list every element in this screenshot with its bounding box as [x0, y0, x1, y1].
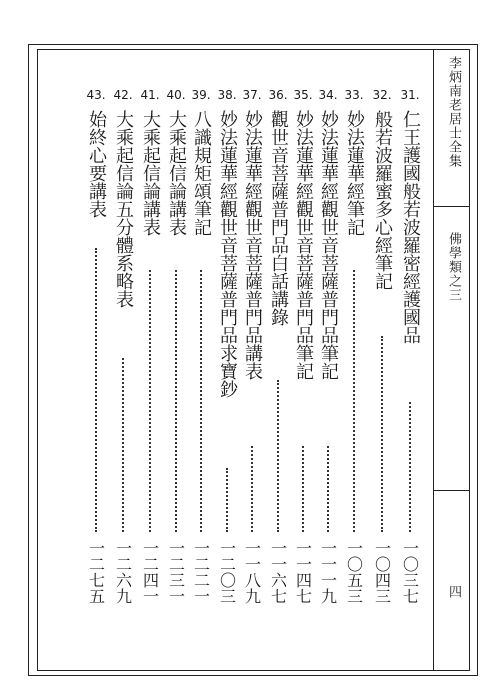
leader-dots [200, 270, 202, 532]
entry-number: 41. [140, 88, 160, 102]
entry-number: 36. [268, 88, 288, 102]
entry-page: 一二三一 [166, 540, 186, 604]
toc-entry[interactable] [343, 88, 365, 608]
toc-entry[interactable] [371, 88, 393, 608]
entry-title: 妙法蓮華經筆記 [344, 110, 365, 236]
entry-page: 一一一九 [318, 540, 338, 604]
entry-title: 大乘起信論講表 [166, 110, 187, 236]
entry-number: 34. [318, 88, 338, 102]
entry-number: 31. [400, 88, 420, 102]
entry-title: 妙法蓮華經觀世音菩薩普門品筆記 [293, 110, 314, 380]
toc-entry[interactable] [292, 88, 314, 608]
leader-dots [409, 402, 411, 532]
leader-dots [381, 336, 383, 532]
toc-entry[interactable] [112, 88, 134, 608]
toc-entry[interactable] [317, 88, 339, 608]
entry-page: 一一八九 [242, 540, 262, 604]
toc-entry[interactable] [139, 88, 161, 608]
entry-number: 35. [293, 88, 313, 102]
toc-entry[interactable] [241, 88, 263, 608]
margin-divider-mid [433, 490, 470, 491]
leader-dots [175, 270, 177, 532]
entry-page: 一二四一 [140, 540, 160, 604]
entry-title: 妙法蓮華經觀世音菩薩普門品求寶鈔 [217, 110, 238, 398]
leader-dots [251, 446, 253, 532]
leader-dots [149, 270, 151, 532]
entry-number: 39. [191, 88, 211, 102]
entry-number: 37. [242, 88, 262, 102]
entry-page: 一二六九 [113, 540, 133, 604]
entry-number: 42. [113, 88, 133, 102]
toc-entry[interactable] [165, 88, 187, 608]
toc-entry[interactable] [267, 88, 289, 608]
page-number: 四 [446, 585, 461, 599]
entry-number: 32. [372, 88, 392, 102]
entry-title: 觀世音菩薩普門品白話講錄 [268, 110, 289, 326]
entry-number: 43. [86, 88, 106, 102]
entry-title: 大乘起信論講表 [140, 110, 161, 236]
margin-divider-top [433, 206, 470, 207]
toc-entry[interactable] [399, 88, 421, 608]
book-title: 李炳南老居士全集 [446, 56, 461, 168]
entry-page: 一〇五三 [344, 540, 364, 604]
entry-title: 妙法蓮華經觀世音菩薩普門品講表 [242, 110, 263, 380]
leader-dots [302, 446, 304, 532]
toc-entry[interactable] [190, 88, 212, 608]
entry-page: 一二二一 [191, 540, 211, 604]
entry-page: 一〇四三 [372, 540, 392, 604]
entry-page: 一一六七 [268, 540, 288, 604]
entry-page: 一一四七 [293, 540, 313, 604]
entry-title: 仁王護國般若波羅密經護國品 [400, 110, 421, 344]
entry-title: 八識規矩頌筆記 [191, 110, 212, 236]
leader-dots [277, 380, 279, 532]
leader-dots [95, 248, 97, 532]
leader-dots [353, 270, 355, 532]
entry-title: 始終心要講表 [86, 110, 107, 218]
entry-number: 33. [344, 88, 364, 102]
leader-dots [327, 446, 329, 532]
entry-number: 38. [217, 88, 237, 102]
leader-dots [226, 468, 228, 532]
section-title: 佛學類之三 [446, 232, 461, 302]
entry-title: 妙法蓮華經觀世音菩薩普門品筆記 [318, 110, 339, 380]
leader-dots [122, 358, 124, 532]
entry-number: 40. [166, 88, 186, 102]
entry-page: 一二七五 [86, 540, 106, 604]
margin-rule [433, 49, 434, 671]
entry-page: 一二〇三 [217, 540, 237, 604]
entry-title: 大乘起信論五分體系略表 [113, 110, 134, 308]
entry-title: 般若波羅蜜多心經筆記 [372, 110, 393, 290]
toc-entry[interactable] [216, 88, 238, 608]
toc-entry[interactable] [85, 88, 107, 608]
entry-page: 一〇三七 [400, 540, 420, 604]
